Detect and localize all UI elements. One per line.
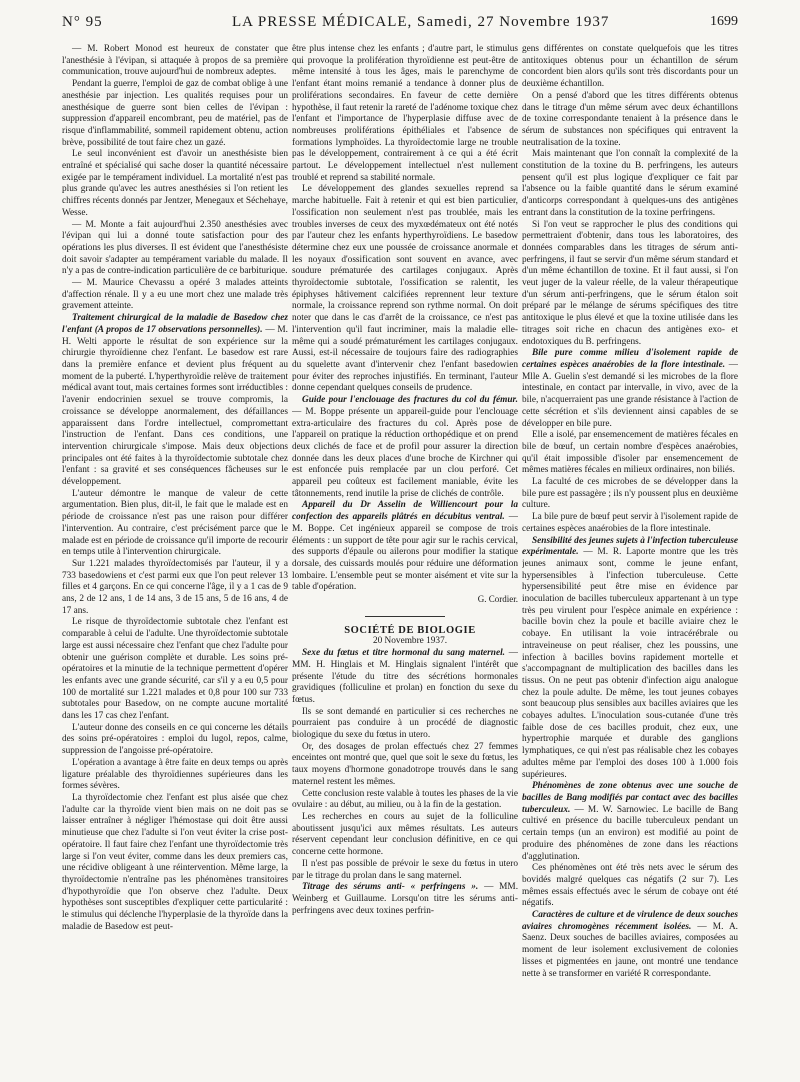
paragraph: — M. Robert Monod est heureux de constater que l'anesthésie à l'évipan, si attaquée à propos de sa première communication, trouve aujourd'hui de nombreux adeptes.: [62, 44, 288, 78]
article: [522, 781, 738, 863]
paragraph: L'auteur démontre le manque de valeur de cette argumentation. Bien plus, dit-il, le fait que le malade est en période de croissance n'est pas une raison pour différer l'intervention. Au contraire, c'est précisément parce que le malade est en période de croissance qu'il importe de recourir en temps utile à l'intervention chirurgicale.: [62, 488, 288, 558]
paragraph: Ils se sont demandé en particulier si ces recherches ne pourraient pas conduire à un procédé de diagnostic biologique du sexe du fœtus in utero.: [292, 706, 518, 741]
issue-number: N° 95: [62, 14, 103, 30]
article: [292, 500, 518, 594]
article-body: — Mlle A. Guelin s'est demandé si les microbes de la flore intestinale, en contact par intervalle, in vivo, avec de la bile, n'acquerraient pas une grande résistance à l'action de cette sécrétion et s'ils deviennent ainsi capables de se développer en bile pure.: [522, 359, 738, 429]
paragraph: gens différentes on constate quelquefois que les titres antitoxiques obtenus pour un échantillon de sérum concordent bien alors qu'ils sont très discordants pour un deuxième échantillon.: [522, 44, 738, 90]
article-body: — M. Boppe présente un appareil-guide pour l'enclouage extra-articulaire des fractures du col. Après pose de l'appareil on pratique la réduction orthopédique et on prend deux clichés de face et de profil pour assurer la direction donnée dans les deux places d'une broche de Kirchner qui est enfoncée puis remplacée par un clou perforé. Cet appareil peu coûteux est facilement maniable, évite les tâtonnements, rend inutile la prise de clichés de contrôle.: [292, 406, 518, 499]
article: [292, 395, 518, 500]
article: [522, 910, 738, 980]
paragraph: La faculté de ces microbes de se développer dans la bile pure est passagère ; ils n'y poussent plus en deuxième culture.: [522, 477, 738, 511]
paragraph: Les recherches en cours au sujet de la folliculine aboutissent jusqu'ici aux mêmes résultats. Les auteurs réservent cependant leur conclusion définitive, en ce qui concerne cette hormone.: [292, 812, 518, 858]
page-number: 1699: [710, 14, 738, 29]
paragraph: Le développement des glandes sexuelles reprend sa marche habituelle. Fait à retenir et qui est bien particulier, l'ossification non seulement n'est pas troublée, mais les troubles inverses de ceux des myxœdémateux ont été notés par l'auteur chez les enfants hyperthyroïdiens. Le basedow détermine chez eux une poussée de croissance anormale et les noyaux d'ossification sont souvent en avance, avec soudure prématurée des cartilages conjugaux. Après thyroïdectomie subtotale, l'ossification se ralentit, les épiphyses hâtivement calcifiées reprennent leur texture normale, la croissance reprend son rythme normal. On doit noter que dans le cas d'arrêt de la croissance, ce n'est pas l'intervention qu'il faut incriminer, mais la maladie elle-même qui a soudé prématurément les cartilages conjugaux. Aussi, est-il nécessaire de toujours faire des radiographies du squelette avant d'intervenir chez l'enfant basedowien pour éviter des reproches injustifiés. En terminant, l'auteur donne cependant quelques conseils de prudence.: [292, 184, 518, 394]
article-title: Caractères de culture et de virulence de deux souches aviaires chromogènes récemment isolées.: [522, 910, 738, 932]
author-signature: G. Cordier.: [477, 594, 518, 605]
article-body: — M. W. Sarnowiec. Le bacille de Bang cultivé en présence du bacille tuberculeux pendant un certain temps (un an environ) est modifié au point de produire des phénomènes de zone dans les réactions d'agglutination.: [522, 804, 738, 862]
paragraph: — M. Maurice Chevassu a opéré 3 malades atteints d'affection rénale. Il y a eu une mort chez une malade très gravement atteinte.: [62, 278, 288, 312]
paragraph: être plus intense chez les enfants ; d'autre part, le stimulus qui provoque la prolifération thyroïdienne est peut-être de même intensité à tous les âges, mais le parenchyme de l'enfant étant moins remanié a tendance à donner plus de proliférations secondaires. En faveur de cette dernière hypothèse, il faut retenir la rareté de l'adénome toxique chez l'enfant et l'importance de l'hyperplasie diffuse avec de nombreuses proliférations épithéliales et l'absence de formations lymphoïdes. La thyroïdectomie large ne trouble pas le développement, contrairement à ce qui a été écrit partout. Le développement intellectuel n'est nullement troublé et reprend sa stabilité normale.: [292, 44, 518, 183]
paragraph: La thyroïdectomie chez l'enfant est plus aisée que chez l'adulte car la thyroïde vient bien mais on ne doit pas se laisser entraîner à négliger l'hémostase qui doit être aussi minutieuse que chez l'adulte si l'on veut éviter la crise post-opératoire. Il faut faire chez l'enfant une thyroïdectomie très large si l'on veut éviter, comme dans les deux premiers cas, une récidive obligeant à une réintervention. Même large, la thyroïdectomie n'entraîne pas les phénomènes transitoires d'hypothyroïdie que l'on observe chez l'adulte. Deux hypothèses sont susceptibles d'expliquer cette particularité : le stimulus qui déclenche l'hyperplasie de la thyroïde dans la maladie de Basedow est peut-: [62, 793, 288, 932]
article-title: Phénomènes de zone obtenus avec une souche de bacilles de Bang modifiés par contact avec des bacilles tuberculeux.: [522, 781, 738, 815]
section-date: 20 Novembre 1937.: [372, 636, 448, 647]
article-title: Sexe du fœtus et titre hormonal du sang maternel.: [302, 648, 505, 659]
article-body: — M. Boppe. Cet ingénieux appareil se compose de trois éléments : un support de tête pour agir sur le rachis cervical, des supports d'épaule ou ailerons pour modifier la statique dorsale, des cuissards moulés pour réduire une déformation lombaire. L'ensemble peut se monter aisément et vite sur la table d'opération.: [292, 512, 518, 593]
article: [62, 313, 288, 489]
paragraph: Il n'est pas possible de prévoir le sexe du fœtus in utero par le titrage du prolan dans le sang maternel.: [292, 858, 518, 881]
paragraph: L'auteur donne des conseils en ce qui concerne les détails des soins pré-opératoires : emploi du lugol, repos, calme, suppression de l'angoisse pré-opératoire.: [62, 722, 288, 757]
section-divider: [365, 616, 445, 617]
page-header: [62, 10, 738, 34]
column-1: [62, 44, 288, 1072]
paragraph: L'opération a avantage à être faite en deux temps ou après ligature préalable des thyroïdiennes supérieures dans les formes sévères.: [62, 757, 288, 792]
paragraph: Le seul inconvénient est d'avoir un anesthésiste bien entraîné et spécialisé qui sache doser la quantité nécessaire exigée par le tempérament individuel. La mortalité n'est pas plus grande qu'avec les autres anesthésies si l'on retient les chiffres récents donnés par Jentzer, Menegaux et Séchehaye, Wesse.: [62, 149, 288, 218]
paragraph: Sur 1.221 malades thyroïdectomisés par l'auteur, il y a 733 basedowiens et c'est parmi eux que l'on peut relever 13 filles et 4 garçons. En ce qui concerne l'âge, il y a 1 cas de 9 ans, 2 de 12 ans, 1 de 14 ans, 3 de 15 ans, 5 de 16 ans, 4 de 17 ans.: [62, 558, 288, 616]
article: [522, 536, 738, 782]
article-title: Appareil du Dr Asselin de Williencourt pour la confection des appareils plâtrés en décubitus ventral.: [292, 500, 518, 523]
article-body: — M. H. Welti apporte le résultat de son expérience sur la chirurgie thyroïdienne chez l'enfant. Le basedow est rare dans la première enfance et devient plus fréquent au moment de la puberté. L'hyperthyroïdie relève de traitement médical avant tout, mais certaines formes sont irréductibles : l'avenir endocrinien sexuel se trouve compromis, la croissance se développe anormalement, des défaillances apparaissent dans l'ordre intellectuel, compromettant l'instruction de l'enfant. Dans ces conditions, une intervention chirurgicale s'impose. Mais deux objections principales ont été faites à la thyroïdectomie subtotale chez l'enfant : sa gravité et ses conséquences fâcheuses sur le développement.: [62, 324, 288, 488]
paragraph: La bile pure de bœuf peut servir à l'isolement rapide de certaines espèces anaérobies de la flore intestinale.: [522, 512, 738, 534]
article: [292, 882, 518, 917]
article: [522, 348, 738, 430]
paragraph: Ces phénomènes ont été très nets avec le sérum des bovidés malgré quelques cas négatifs (2 sur 7). Les mêmes essais effectués avec le sérum de cobaye ont été négatifs.: [522, 863, 738, 909]
paragraph: Pendant la guerre, l'emploi de gaz de combat oblige à une anesthésie par injection. Les qualités requises pour un anesthésique de guerre sont bien celles de l'évipan : suppression d'appareil encombrant, peu de matériel, pas de risque d'inflammabilité, sommeil rapidement obtenu, action brève, possibilité de tout faire chez un gazé.: [62, 79, 288, 148]
paragraph: On a pensé d'abord que les titres différents obtenus dans le titrage d'un même sérum avec deux échantillons de toxine correspondante tenaient à la présence dans le sérum de substances non spécifiques qui entravent la neutralisation de la toxine.: [522, 90, 738, 148]
text-columns: [62, 44, 738, 1072]
article-title: Sensibilité des jeunes sujets à l'infection tuberculeuse expérimentale.: [522, 535, 738, 558]
article-title: Guide pour l'enclouage des fractures du col du fémur.: [302, 395, 518, 406]
article-title: Titrage des sérums anti- « perfringens ».: [302, 882, 479, 893]
paragraph: Elle a isolé, par ensemencement de matières fécales en bile de bœuf, un certain nombre d'espèces anaérobies, qu'il était impossible d'isoler par ensemencement de mêmes matières fécales en milieux ordinaires, non biliés.: [522, 430, 738, 476]
article-body: — MM. Weinberg et Guillaume. Lorsqu'on titre les sérums anti-perfringens avec deux toxines perfrin-: [292, 882, 518, 916]
paragraph: Mais maintenant que l'on connaît la complexité de la constitution de la toxine du B. perfringens, les auteurs pensent qu'il est plus logique d'expliquer ce fait par l'absence ou la faible quantité dans le sérum examiné d'anticorps correspondant à quelques-uns des antigènes entrant dans la constitution de la toxine perfringens.: [522, 149, 738, 218]
article-title: Traitement chirurgical de la maladie de Basedow chez l'enfant (A propos de 17 observations personnelles).: [62, 313, 288, 335]
column-3: [522, 44, 738, 1072]
column-2: [292, 44, 518, 1072]
paragraph: Cette conclusion reste valable à toutes les phases de la vie ovulaire : au début, au milieu, ou à la fin de la gestation.: [292, 788, 518, 811]
article-body: — MM. H. Hinglais et M. Hinglais signalent l'intérêt que présente l'étude du titre des sécrétions hormonales gravidiques (folliculine et prolan) en fonction du sexe du fœtus.: [292, 648, 518, 705]
article: [292, 648, 518, 707]
article-body: — M. R. Laporte montre que les très jeunes animaux sont, comme le jeune enfant, hypersensibles à l'infection tuberculeuse. Cette hypersensibilité peut être mise en évidence par inoculation de bacilles tuberculeux appartenant à un type très peu virulent pour l'espèce animale en expérience : bacille bovin chez la poule et bacille aviaire chez le cobaye. En utilisant la voie intracérébrale ou intraveineuse on peut réaliser, chez les poussins, une infection à bacilles bovins rapidement mortelle et s'accompagnant de multiplication des bacilles dans les tissus. On ne peut pas obtenir d'infection aigu analogue chez la poule adulte. De même, les tout jeunes cobayes sont beaucoup plus sensibles aux bacilles aviaires que les cobayes adultes. L'inoculation sous-cutanée d'une très faible dose de ces bacilles produit, chez eux, une hypertrophie marquée et durable des ganglions lymphatiques, ce qui n'est pas réalisable chez les cobayes adultes même par l'emploi des doses 100 à 1.000 fois supérieures.: [522, 547, 738, 780]
section-title: SOCIÉTÉ DE BIOLOGIE: [344, 624, 476, 636]
paragraph: Le risque de thyroïdectomie subtotale chez l'enfant est comparable à celui de l'adulte. Une thyroïdectomie subtotale large est aussi nécessaire chez l'enfant que chez l'adulte pour obtenir une guérison complète et durable. Les soins pré-opératoires et la minutie de la technique permettent d'opérer les enfants avec une grande sécurité, car s'il y a eu 0,5 pour 100 de mortalité sur 1.221 malades et 0,8 pour 100 sur 733 subtotales pour Basedow, on ne compte aucune mortalité dans les 17 cas chez l'enfant.: [62, 617, 288, 722]
paragraph: Or, des dosages de prolan effectués chez 27 femmes enceintes ont montré que, quel que soit le sexe du fœtus, les taux moyens d'hormone gonadotrope trouvés dans le sang maternel restent les mêmes.: [292, 741, 518, 787]
journal-title: LA PRESSE MÉDICALE, Samedi, 27 Novembre 1937: [232, 14, 610, 30]
paragraph: — M. Monte a fait aujourd'hui 2.350 anesthésies avec l'évipan qui lui a donné toute satisfaction pour des opérations les plus diverses. Il est évident que l'anesthésiste doit savoir s'adapter au tempérament variable du malade. Il n'y a pas de contre-indication particulière de ce barbiturique.: [62, 219, 288, 277]
article-title: Bile pure comme milieu d'isolement rapide de certaines espèces anaérobies de la flore intestinale.: [522, 348, 738, 370]
paragraph: Si l'on veut se rapprocher le plus des conditions qui permettraient d'obtenir, dans tous les laboratoires, des données comparables dans les titrages de sérum anti-perfringens, il faut se servir d'un même sérum standard et d'un même échantillon de toxine. Et il faut aussi, si l'on veut juger de la valeur réelle, de la valeur thérapeutique d'un sérum anti-perfringens, que le sérum étalon soit préparé par le mélange de sérums spécifiques des titre antitoxique le plus élevé et que la toxine utilisée dans les titrages soit riche en chacun des antigènes exo- et endotoxiques du B. perfringens.: [522, 219, 738, 347]
article-body: — M. A. Saenz. Deux souches de bacilles aviaires, composées au moment de leur isolement exclusivement de colonies lisses et pigmentées en jaune, ont montré une tendance nette à se transformer en variété R correspondante.: [522, 921, 738, 979]
